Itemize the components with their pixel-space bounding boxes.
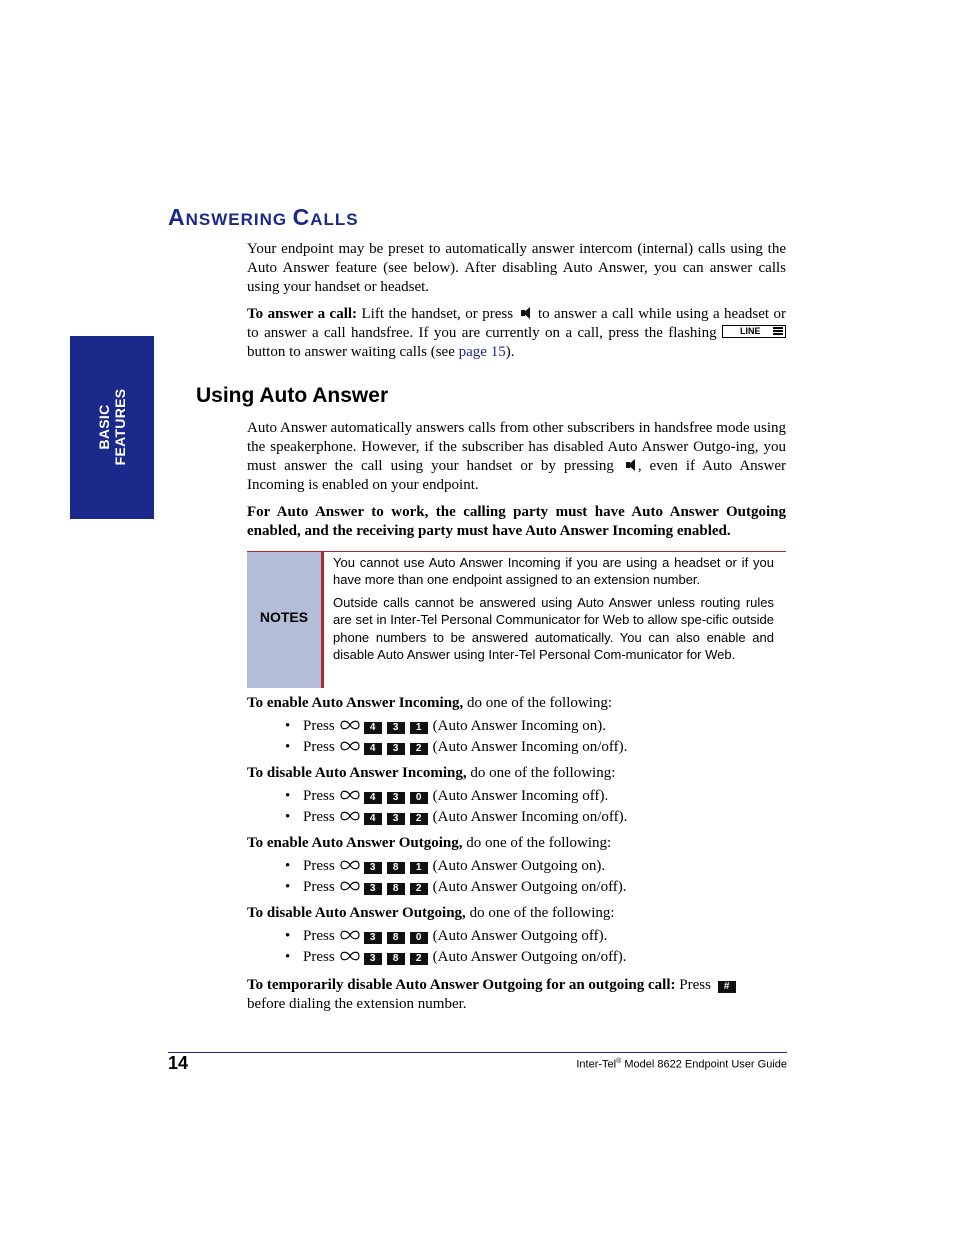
title-rest-2: ALLS bbox=[310, 210, 359, 229]
notes-label-column bbox=[247, 552, 321, 688]
pound-key-icon: # bbox=[718, 981, 736, 993]
key-icon: 2 bbox=[410, 953, 428, 965]
list-item: • Press 4 3 0 (Auto Answer Incoming off). bbox=[285, 788, 609, 804]
step-lead: To enable Auto Answer Incoming, bbox=[247, 695, 464, 711]
feature-infinity-icon bbox=[338, 880, 362, 892]
bullet-desc: (Auto Answer Incoming on/off). bbox=[432, 809, 628, 825]
answer-call-lead: To answer a call: bbox=[247, 306, 358, 322]
key-icon: 1 bbox=[410, 862, 428, 874]
auto-answer-text-2: , even if Auto Answer Incoming is enabled on your endpoint. bbox=[247, 458, 786, 493]
bullet-desc: (Auto Answer Outgoing on/off). bbox=[432, 949, 627, 965]
bullet-desc: (Auto Answer Outgoing on). bbox=[432, 858, 606, 874]
line-lamp-icon bbox=[773, 327, 783, 336]
key-icon: 3 bbox=[387, 792, 405, 804]
step-enable-outgoing bbox=[247, 835, 611, 852]
key-icon: 3 bbox=[364, 883, 382, 895]
step-rest: do one of the following: bbox=[462, 835, 612, 851]
title-cap-a: A bbox=[168, 204, 186, 230]
section-title bbox=[168, 204, 359, 231]
list-item: • Press 3 8 2 (Auto Answer Outgoing on/off). bbox=[285, 879, 627, 895]
key-icon: 2 bbox=[410, 883, 428, 895]
key-icon: 1 bbox=[410, 722, 428, 734]
side-tab-line-2: FEATURES bbox=[112, 388, 128, 466]
feature-infinity-icon bbox=[338, 810, 362, 822]
key-icon: 3 bbox=[364, 862, 382, 874]
key-icon: 0 bbox=[410, 932, 428, 944]
key-icon: 0 bbox=[410, 792, 428, 804]
line-button-label: LINE bbox=[740, 326, 761, 336]
temp-disable-paragraph bbox=[247, 976, 786, 1014]
press-label: Press bbox=[303, 858, 335, 874]
key-icon: 8 bbox=[387, 883, 405, 895]
press-label: Press bbox=[303, 788, 335, 804]
note-2: Outside calls cannot be answered using Auto Answer unless routing rules are set in Inter-Tel Personal Communicator for Web to allow spe-cific outside phone numbers to be answered automatically. You can also enable and disable Auto Answer using Inter-Tel Personal Com-municator for Web. bbox=[333, 595, 774, 662]
press-label: Press bbox=[303, 879, 335, 895]
feature-infinity-icon bbox=[338, 950, 362, 962]
line-button-icon bbox=[722, 325, 786, 338]
answer-call-paragraph bbox=[247, 305, 786, 362]
key-icon: 3 bbox=[387, 722, 405, 734]
auto-answer-text-1: Auto Answer automatically answers calls from other subscribers in handsfree mode using the speakerphone. However, if the subscriber has disabled Auto Answer Outgo-ing, you must answer the call using your handset or by pressing bbox=[247, 420, 786, 474]
speaker-icon bbox=[624, 458, 636, 472]
list-item: • Press 4 3 2 (Auto Answer Incoming on/off). bbox=[285, 739, 628, 755]
key-icon: 8 bbox=[387, 862, 405, 874]
press-label: Press bbox=[303, 809, 335, 825]
press-label: Press bbox=[303, 718, 335, 734]
step-lead: To enable Auto Answer Outgoing, bbox=[247, 835, 463, 851]
feature-infinity-icon bbox=[338, 789, 362, 801]
key-icon: 2 bbox=[410, 813, 428, 825]
answer-call-text-2: to answer a call while using a headset or to answer a call handsfree. If you are currently on a call, press the flashing bbox=[247, 306, 786, 341]
feature-infinity-icon bbox=[338, 929, 362, 941]
list-item: • Press 3 8 0 (Auto Answer Outgoing off). bbox=[285, 928, 608, 944]
step-disable-outgoing bbox=[247, 905, 615, 922]
side-tab-line-1: BASIC bbox=[96, 404, 112, 450]
list-item: • Press 4 3 2 (Auto Answer Incoming on/off). bbox=[285, 809, 628, 825]
answer-call-text-1: Lift the handset, or press bbox=[357, 306, 518, 322]
notes-label: NOTES bbox=[259, 609, 309, 625]
list-item: • Press 3 8 2 (Auto Answer Outgoing on/off). bbox=[285, 949, 627, 965]
key-icon: 4 bbox=[364, 813, 382, 825]
auto-answer-paragraph bbox=[247, 419, 786, 495]
footer-rule bbox=[168, 1052, 787, 1053]
title-rest-1: NSWERING bbox=[185, 210, 288, 229]
press-label: Press bbox=[303, 739, 335, 755]
list-item: • Press 4 3 1 (Auto Answer Incoming on). bbox=[285, 718, 606, 734]
temp-disable-lead: To temporarily disable Auto Answer Outgoing for an outgoing call: bbox=[247, 977, 676, 993]
key-icon: 4 bbox=[364, 792, 382, 804]
page-link[interactable]: page 15 bbox=[458, 344, 506, 360]
footer-brand: Inter-Tel bbox=[576, 1058, 617, 1071]
key-icon: 3 bbox=[364, 932, 382, 944]
bullet-desc: (Auto Answer Incoming on/off). bbox=[432, 739, 628, 755]
key-icon: 8 bbox=[387, 953, 405, 965]
list-item: • Press 3 8 1 (Auto Answer Outgoing on). bbox=[285, 858, 606, 874]
key-icon: 4 bbox=[364, 722, 382, 734]
footer-guide-name: Model 8622 Endpoint User Guide bbox=[621, 1058, 787, 1071]
side-tab-label bbox=[96, 389, 128, 466]
subsection-title: Using Auto Answer bbox=[196, 384, 389, 407]
temp-disable-text-1: Press bbox=[675, 977, 715, 993]
notes-box bbox=[247, 551, 786, 688]
answer-call-text-3: button to answer waiting calls (see bbox=[247, 344, 459, 360]
key-icon: 8 bbox=[387, 932, 405, 944]
requirement-paragraph: For Auto Answer to work, the calling party must have Auto Answer Outgoing enabled, and the receiving party must have Auto Answer Incoming enabled. bbox=[247, 504, 786, 539]
temp-disable-text-2: before dialing the extension number. bbox=[247, 996, 467, 1012]
intro-paragraph: Your endpoint may be preset to automatically answer intercom (internal) calls using the Auto Answer feature (see below). After disabling Auto Answer, you can answer calls using your handset or headset. bbox=[247, 241, 786, 295]
bullet-desc: (Auto Answer Outgoing on/off). bbox=[432, 879, 627, 895]
footer-title bbox=[576, 1058, 787, 1071]
feature-infinity-icon bbox=[338, 740, 362, 752]
registered-mark: ® bbox=[616, 1058, 622, 1065]
speaker-icon bbox=[519, 306, 531, 320]
key-icon: 4 bbox=[364, 743, 382, 755]
step-rest: do one of the following: bbox=[466, 765, 616, 781]
feature-infinity-icon bbox=[338, 859, 362, 871]
notes-divider bbox=[321, 552, 324, 688]
step-lead: To disable Auto Answer Outgoing, bbox=[247, 905, 466, 921]
key-icon: 3 bbox=[387, 743, 405, 755]
side-tab bbox=[70, 336, 154, 519]
answer-call-text-4: ). bbox=[505, 344, 515, 360]
note-1: You cannot use Auto Answer Incoming if you are using a headset or if you have more than one endpoint assigned to an extension number. bbox=[333, 555, 774, 588]
step-rest: do one of the following: bbox=[465, 905, 615, 921]
key-icon: 3 bbox=[387, 813, 405, 825]
page-number: 14 bbox=[168, 1053, 189, 1073]
press-label: Press bbox=[303, 949, 335, 965]
step-lead: To disable Auto Answer Incoming, bbox=[247, 765, 467, 781]
key-icon: 2 bbox=[410, 743, 428, 755]
step-enable-incoming bbox=[247, 695, 612, 712]
bullet-desc: (Auto Answer Incoming on). bbox=[432, 718, 606, 734]
step-rest: do one of the following: bbox=[463, 695, 613, 711]
bullet-desc: (Auto Answer Outgoing off). bbox=[432, 928, 608, 944]
step-disable-incoming bbox=[247, 765, 615, 782]
key-icon: 3 bbox=[364, 953, 382, 965]
bullet-desc: (Auto Answer Incoming off). bbox=[432, 788, 609, 804]
title-cap-c: C bbox=[292, 204, 311, 230]
press-label: Press bbox=[303, 928, 335, 944]
feature-infinity-icon bbox=[338, 719, 362, 731]
